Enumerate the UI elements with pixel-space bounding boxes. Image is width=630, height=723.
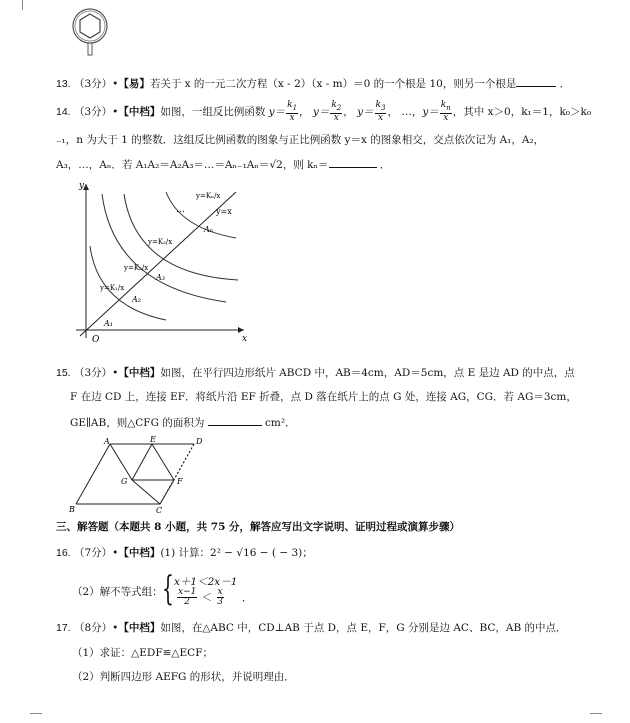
answer-blank <box>329 156 377 168</box>
question-number: 14. <box>56 106 71 118</box>
less-than: ＜ <box>201 591 213 604</box>
question-17-part2: （2）判断四边形 AEFG 的形状，并说明理由． <box>72 671 295 683</box>
label-y-kn: y=Kₙ/x <box>196 192 221 200</box>
answer-blank <box>208 414 262 426</box>
difficulty-tag: 【中档】 <box>118 622 161 634</box>
question-number: 13. <box>56 78 71 90</box>
score: （3分）• <box>73 367 119 379</box>
score: （7分）• <box>73 547 119 559</box>
frac-k3-x: $\frac{k_3}{x}$ <box>375 100 386 123</box>
question-15-line1 <box>56 366 575 380</box>
brace: { <box>162 569 174 609</box>
label-C: C <box>156 506 163 514</box>
func-prefix-3: y＝ <box>357 106 374 118</box>
score: （3分）• <box>73 106 119 118</box>
end-mark: ． <box>559 78 571 90</box>
func-ellipsis: …， <box>401 106 423 118</box>
end-mark: ． <box>242 592 253 604</box>
side-AB <box>76 444 110 504</box>
label-origin: O <box>92 335 100 345</box>
x-axis-arrow <box>238 327 244 333</box>
difficulty-tag: 【中档】 <box>118 547 161 559</box>
inequality-1: x＋1＜2x－1 <box>174 576 238 588</box>
segment-EG <box>132 444 152 480</box>
line-y-equals-x <box>80 192 236 336</box>
inequality-system <box>162 569 253 612</box>
question-14-line2: ₋₁，n 为大于 1 的整数．这组反比例函数的图象与正比例函数 y＝x 的图象相交，交点依次记为 A₁，A₂， <box>56 134 545 146</box>
frac-kn-x: $\frac{k_n}{x}$ <box>440 100 451 123</box>
label-G: G <box>121 477 128 486</box>
question-number: 15. <box>56 367 71 379</box>
question-number: 17. <box>56 622 71 634</box>
question-14-line3 <box>56 156 390 172</box>
difficulty-tag: 【中档】 <box>118 367 161 379</box>
question-number: 16. <box>56 547 71 559</box>
question-15-line2: F 在边 CD 上，连接 EF．将纸片沿 EF 折叠，点 D 落在纸片上的点 G 处，连接 AG，CG．若 AG＝3cm， <box>70 391 577 403</box>
segment-AG <box>110 444 132 480</box>
label-An: Aₙ <box>204 225 214 234</box>
question-text: 如图，一组反比例函数 <box>160 106 266 118</box>
answer-blank <box>516 75 556 87</box>
frac-k2-x: $\frac{k_2}{x}$ <box>331 100 342 123</box>
label-A1: A₁ <box>104 319 113 328</box>
corner-mark-bottom-right <box>590 713 602 714</box>
sqrt-two: √2 <box>269 159 283 171</box>
frac-x-minus-1-over-2: $\frac{x-1}{2}$ <box>178 587 197 607</box>
label-B: B <box>69 505 75 514</box>
label-D: D <box>196 437 203 446</box>
inequality-2 <box>176 588 225 607</box>
frac-x-over-3: $\frac{x}{3}$ <box>217 587 223 607</box>
question-13 <box>56 75 570 91</box>
end-mark: ． <box>379 159 391 171</box>
label-y-k3: y=K₃/x <box>148 238 173 246</box>
label-y-k1: y=K₁/x <box>100 284 125 292</box>
label-ellipsis: … <box>176 205 185 215</box>
parallelogram-figure <box>66 434 216 514</box>
label-y-equals-x: y=x <box>216 207 232 216</box>
corner-mark-bottom-left <box>30 713 42 714</box>
question-15-line3 <box>70 414 296 430</box>
label-y: y <box>79 181 85 191</box>
question-text-tail: ，其中 x＞0，k₁＝1，k₀＞k₀ <box>452 106 592 118</box>
label-E: E <box>150 435 156 444</box>
inverse-proportion-graph <box>66 176 256 346</box>
label-x: x <box>242 334 248 344</box>
hex-nut-figure <box>68 6 112 58</box>
label-F: F <box>177 477 183 486</box>
section-title: 三、解答题（本题共 8 小题，共 75 分，解答应写出文字说明、证明过程或演算步骤） <box>56 521 461 533</box>
func-prefix-n: y＝ <box>422 106 439 118</box>
label-A: A <box>104 437 110 446</box>
label-A2: A₂ <box>132 295 141 304</box>
score: （3分）• <box>73 78 119 90</box>
func-prefix-2: y＝ <box>312 106 330 118</box>
curve-k1 <box>90 246 166 320</box>
text-tail: ，则 kₙ＝ <box>282 159 329 171</box>
segment-FC <box>160 480 174 504</box>
text: A₃，…，Aₙ．若 A₁A₂＝A₂A₃＝…＝Aₙ₋₁Aₙ＝ <box>56 159 270 171</box>
label-y-k2: y=K₂/x <box>124 264 149 272</box>
segment-EF <box>152 444 174 480</box>
question-16-part2-label: （2）解不等式组： <box>72 586 163 598</box>
question-17-part1: （1）求证：△EDF≌△ECF； <box>72 647 213 659</box>
fold-DF-dashed <box>174 444 194 480</box>
part-1: (1) 计算：2² − √16 − ( − 3)； <box>160 547 313 559</box>
question-17-line1 <box>56 621 567 635</box>
difficulty-tag: 【中档】 <box>118 106 161 118</box>
question-text: 如图，在平行四边形纸片 ABCD 中，AB＝4cm，AD＝5cm，点 E 是边 AD 的中点，点 <box>160 367 575 379</box>
frac-k1-x: $\frac{k_1}{x}$ <box>287 100 298 123</box>
question-text: 若关于 x 的一元二次方程（x - 2）（x - m）＝0 的一个根是 10，则另一个根是 <box>149 78 517 90</box>
func-prefix-1: y＝ <box>268 106 286 118</box>
segment-GC <box>132 480 160 504</box>
text: GE∥AB，则△CFG 的面积为 <box>70 417 205 429</box>
question-16-line1 <box>56 546 313 560</box>
score: （8分）• <box>73 622 119 634</box>
question-text: 如图，在△ABC 中，CD⊥AB 于点 D，点 E，F，G 分别是边 AC、BC，AB 的中点． <box>160 622 567 634</box>
question-14-line1: 14. （3分）•【中档】如图，一组反比例函数 y＝ $\frac{k_1}{x}$ ， y＝ $\frac{k_2}{x}$ ， y＝ $\frac{k_3}{x}$ ， …，y＝ $\frac{k_n}{x}$ ，其中 x＞0，k₁＝1，k₀＞k₀ <box>56 100 592 123</box>
label-A3: A₃ <box>156 273 165 282</box>
corner-mark-top-left <box>22 0 23 10</box>
difficulty-tag: 【易】 <box>118 78 150 90</box>
unit: cm²． <box>265 417 296 429</box>
